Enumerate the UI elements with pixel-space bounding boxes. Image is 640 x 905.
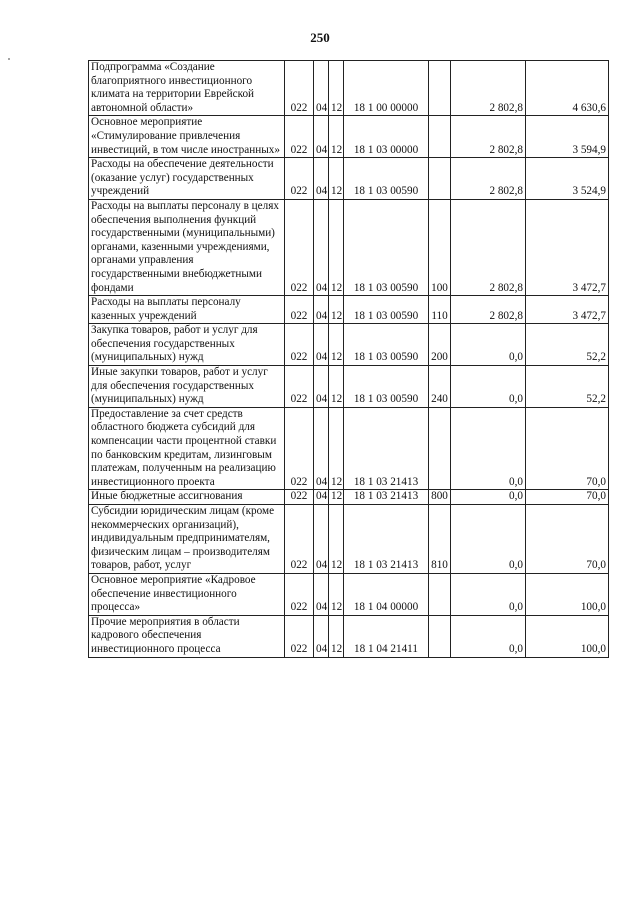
amount-1: 0,0 (451, 573, 526, 615)
code-expense-type: 810 (429, 505, 451, 574)
amount-1: 2 802,8 (451, 296, 526, 324)
code-ministry: 022 (285, 407, 314, 490)
table-row (89, 366, 609, 408)
amount-2: 4 630,6 (526, 61, 609, 116)
row-name: Основное мероприятие «Стимулирование привлечения инвестиций, в том числе иностранных» (89, 116, 285, 158)
code-subsection: 12 (329, 505, 344, 574)
table-row (89, 296, 609, 324)
row-name: Предоставление за счет средств областного бюджета субсидий для компенсации части процентной ставки по банковским кредитам, лизинговым платежам, полученным на реализацию инвестиционного проекта (89, 407, 285, 490)
code-target-article: 18 1 03 21413 (344, 490, 429, 505)
code-expense-type (429, 61, 451, 116)
code-ministry: 022 (285, 199, 314, 295)
table-row (89, 615, 609, 657)
table-row (89, 505, 609, 574)
code-target-article: 18 1 03 21413 (344, 505, 429, 574)
row-name: Иные бюджетные ассигнования (89, 490, 285, 505)
code-expense-type: 240 (429, 366, 451, 408)
code-expense-type: 200 (429, 324, 451, 366)
code-section: 04 (314, 61, 329, 116)
code-section: 04 (314, 199, 329, 295)
code-ministry: 022 (285, 158, 314, 200)
amount-2: 70,0 (526, 490, 609, 505)
code-section: 04 (314, 116, 329, 158)
code-subsection: 12 (329, 573, 344, 615)
page-number: 250 (310, 30, 330, 45)
table-row (89, 324, 609, 366)
table-row (89, 158, 609, 200)
amount-1: 0,0 (451, 407, 526, 490)
amount-2: 100,0 (526, 573, 609, 615)
code-ministry: 022 (285, 296, 314, 324)
code-subsection: 12 (329, 324, 344, 366)
amount-1: 0,0 (451, 324, 526, 366)
amount-2: 100,0 (526, 615, 609, 657)
code-section: 04 (314, 324, 329, 366)
code-subsection: 12 (329, 199, 344, 295)
code-expense-type: 100 (429, 199, 451, 295)
amount-1: 2 802,8 (451, 61, 526, 116)
table-row (89, 61, 609, 116)
amount-1: 2 802,8 (451, 116, 526, 158)
code-ministry: 022 (285, 61, 314, 116)
amount-2: 3 472,7 (526, 296, 609, 324)
row-name: Расходы на выплаты персоналу казенных учреждений (89, 296, 285, 324)
amount-1: 0,0 (451, 615, 526, 657)
budget-table (88, 60, 609, 658)
row-name: Основное мероприятие «Кадровое обеспечение инвестиционного процесса» (89, 573, 285, 615)
table-row (89, 573, 609, 615)
code-target-article: 18 1 03 00590 (344, 158, 429, 200)
code-target-article: 18 1 03 21413 (344, 407, 429, 490)
code-target-article: 18 1 00 00000 (344, 61, 429, 116)
code-subsection: 12 (329, 296, 344, 324)
code-ministry: 022 (285, 490, 314, 505)
amount-2: 3 472,7 (526, 199, 609, 295)
code-section: 04 (314, 366, 329, 408)
code-subsection: 12 (329, 158, 344, 200)
table-row (89, 490, 609, 505)
code-section: 04 (314, 490, 329, 505)
amount-1: 0,0 (451, 366, 526, 408)
amount-2: 52,2 (526, 324, 609, 366)
code-subsection: 12 (329, 61, 344, 116)
code-ministry: 022 (285, 573, 314, 615)
code-target-article: 18 1 04 21411 (344, 615, 429, 657)
code-section: 04 (314, 505, 329, 574)
code-target-article: 18 1 03 00590 (344, 296, 429, 324)
scan-speck (8, 58, 10, 60)
row-name: Расходы на обеспечение деятельности (оказание услуг) государственных учреждений (89, 158, 285, 200)
row-name: Подпрограмма «Создание благоприятного инвестиционного климата на территории Еврейской автономной области» (89, 61, 285, 116)
code-section: 04 (314, 573, 329, 615)
amount-2: 3 594,9 (526, 116, 609, 158)
amount-2: 3 524,9 (526, 158, 609, 200)
code-target-article: 18 1 03 00590 (344, 324, 429, 366)
code-subsection: 12 (329, 615, 344, 657)
code-expense-type (429, 158, 451, 200)
code-ministry: 022 (285, 116, 314, 158)
row-name: Расходы на выплаты персоналу в целях обеспечения выполнения функций государственными (муниципальными) органами, казенными учреждениями, органами управления государственными внебюджетными фондами (89, 199, 285, 295)
code-target-article: 18 1 04 00000 (344, 573, 429, 615)
amount-1: 0,0 (451, 490, 526, 505)
code-expense-type: 800 (429, 490, 451, 505)
code-section: 04 (314, 615, 329, 657)
code-section: 04 (314, 407, 329, 490)
amount-2: 70,0 (526, 407, 609, 490)
row-name: Субсидии юридическим лицам (кроме некоммерческих организаций), индивидуальным предпринимателям, физическим лицам – производителям товаров, работ, услуг (89, 505, 285, 574)
code-subsection: 12 (329, 366, 344, 408)
code-target-article: 18 1 03 00590 (344, 199, 429, 295)
table-row (89, 407, 609, 490)
code-ministry: 022 (285, 615, 314, 657)
amount-1: 0,0 (451, 505, 526, 574)
row-name: Прочие мероприятия в области кадрового обеспечения инвестиционного процесса (89, 615, 285, 657)
code-section: 04 (314, 158, 329, 200)
table-row (89, 116, 609, 158)
code-section: 04 (314, 296, 329, 324)
table-row (89, 199, 609, 295)
amount-2: 70,0 (526, 505, 609, 574)
code-expense-type (429, 573, 451, 615)
amount-2: 52,2 (526, 366, 609, 408)
code-ministry: 022 (285, 324, 314, 366)
code-subsection: 12 (329, 116, 344, 158)
code-target-article: 18 1 03 00000 (344, 116, 429, 158)
code-ministry: 022 (285, 505, 314, 574)
code-ministry: 022 (285, 366, 314, 408)
row-name: Иные закупки товаров, работ и услуг для обеспечения государственных (муниципальных) нужд (89, 366, 285, 408)
code-expense-type (429, 116, 451, 158)
code-expense-type (429, 407, 451, 490)
code-expense-type (429, 615, 451, 657)
amount-1: 2 802,8 (451, 199, 526, 295)
row-name: Закупка товаров, работ и услуг для обеспечения государственных (муниципальных) нужд (89, 324, 285, 366)
code-subsection: 12 (329, 407, 344, 490)
code-target-article: 18 1 03 00590 (344, 366, 429, 408)
amount-1: 2 802,8 (451, 158, 526, 200)
code-expense-type: 110 (429, 296, 451, 324)
code-subsection: 12 (329, 490, 344, 505)
